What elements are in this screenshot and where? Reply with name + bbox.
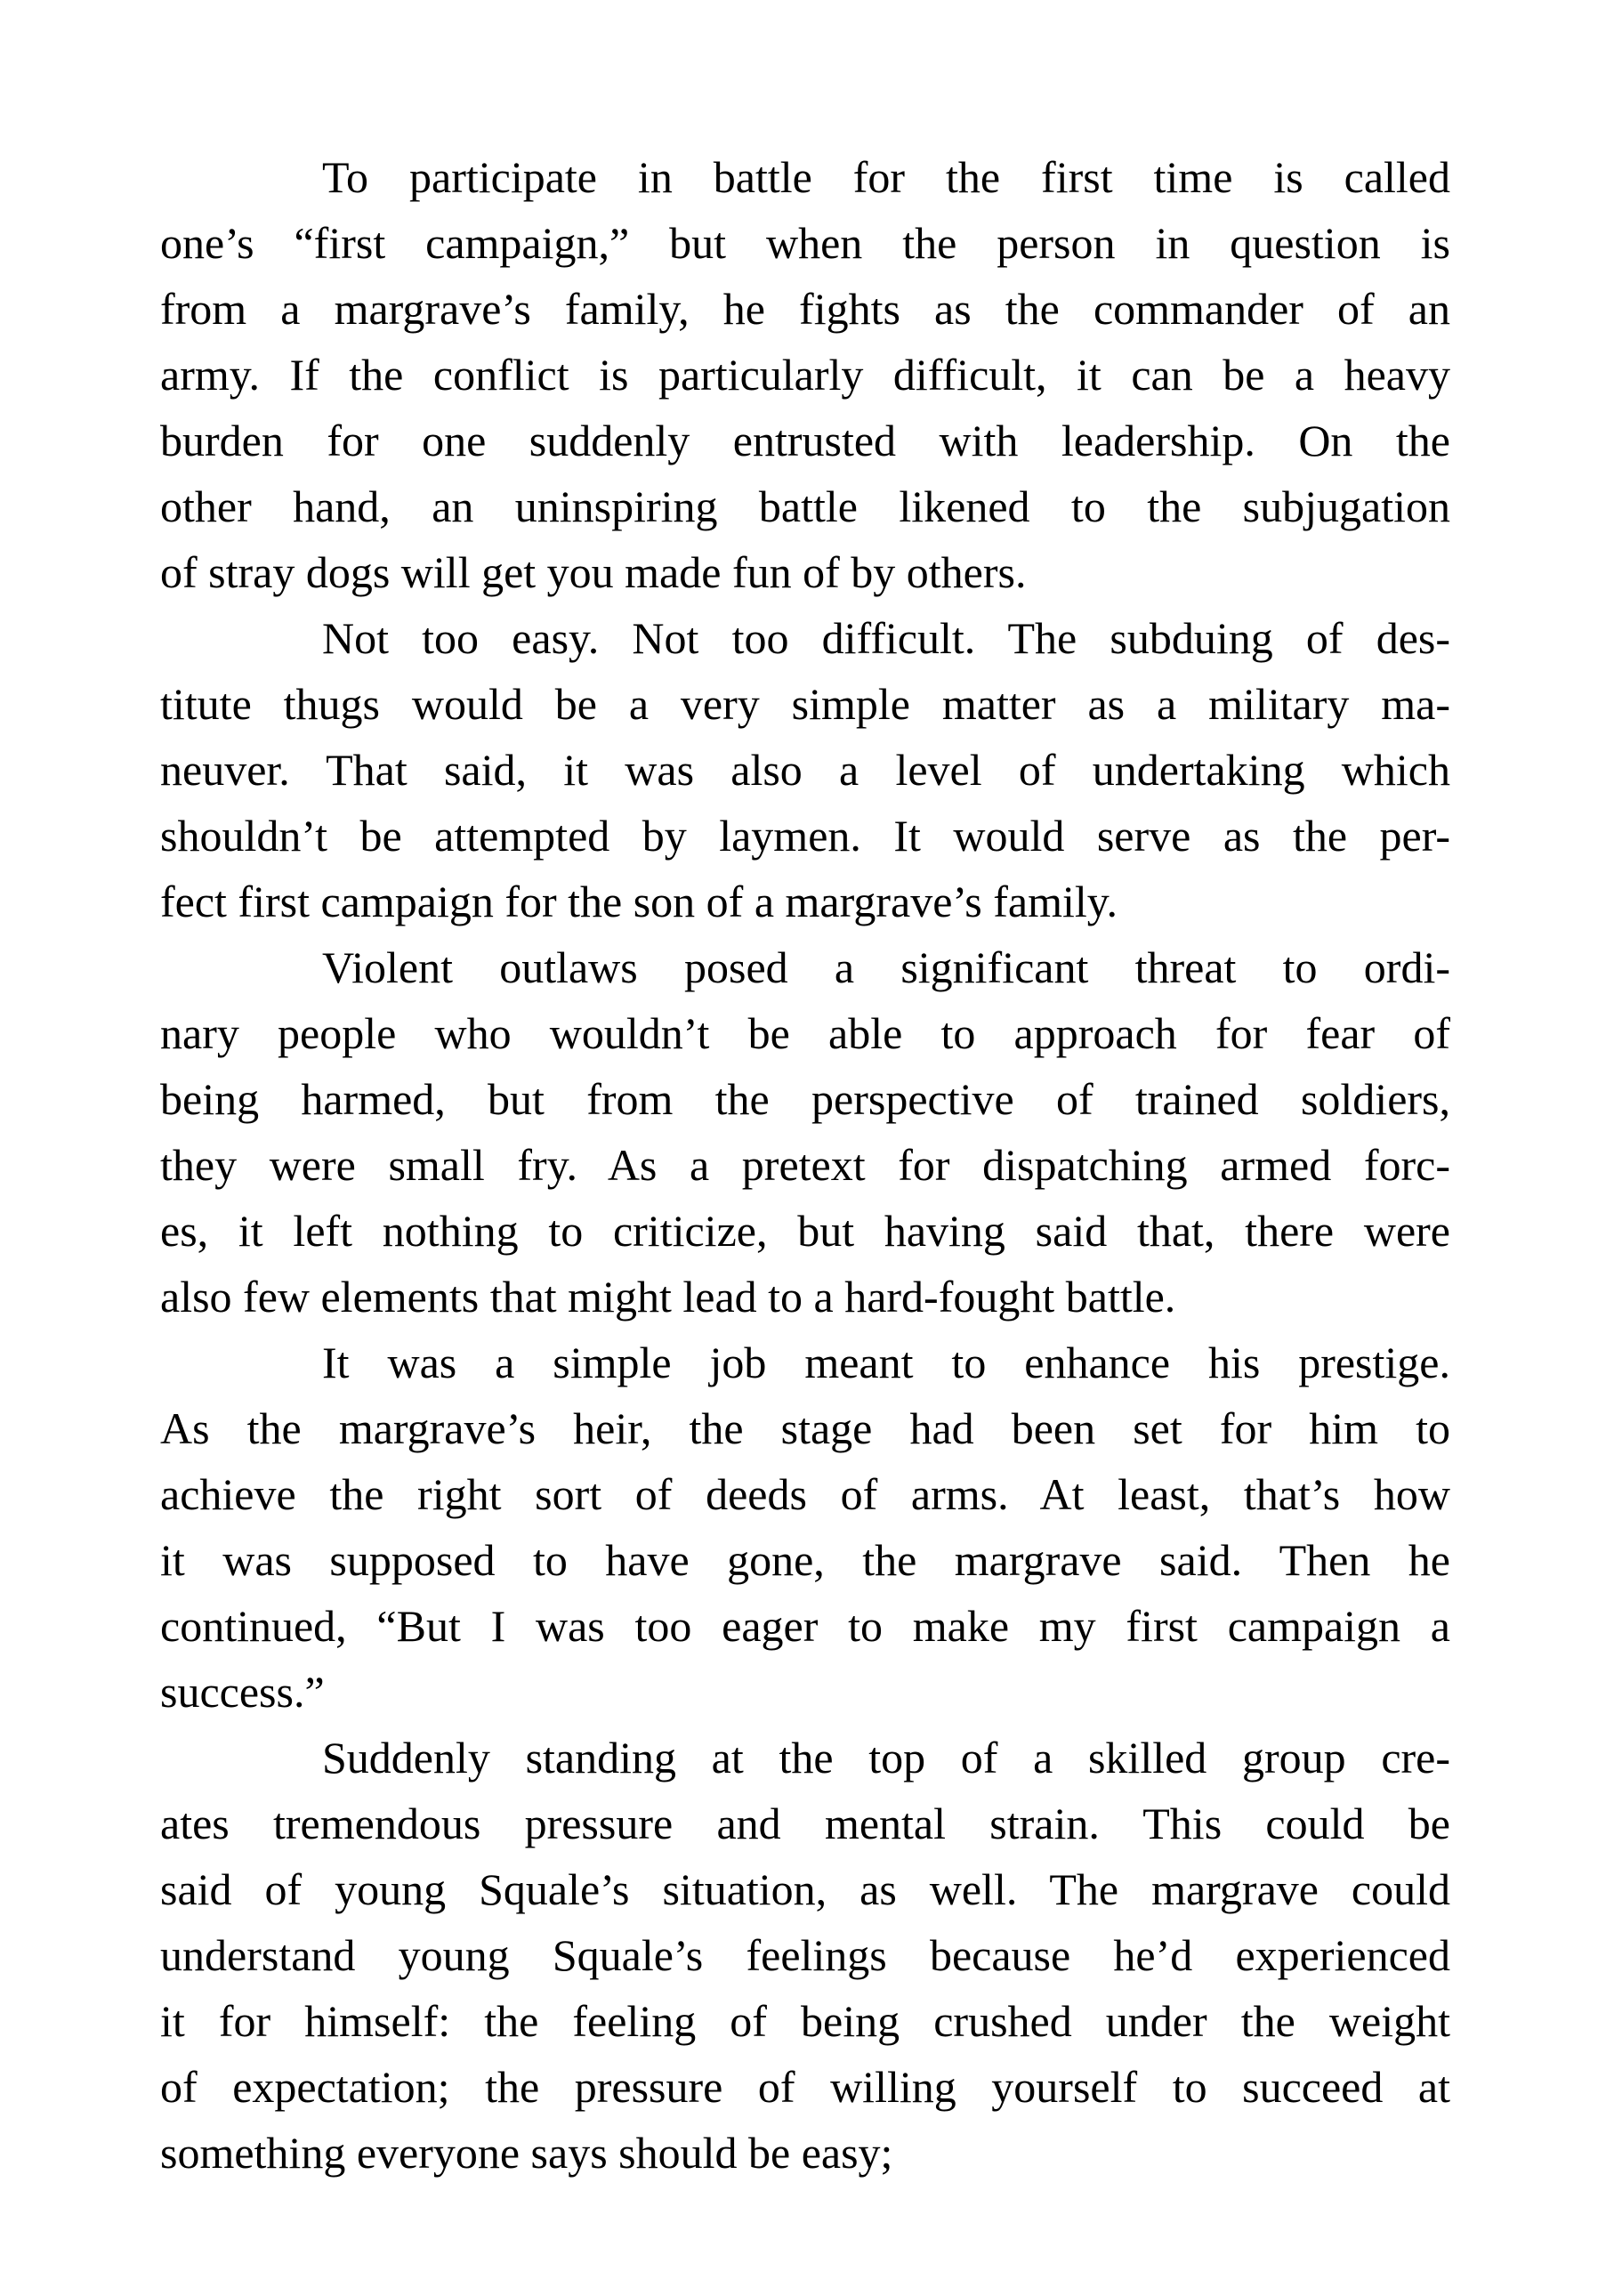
paragraph <box>160 1725 1450 2186</box>
paragraph <box>160 605 1450 934</box>
text-line: It was a simple job meant to enhance his prestige. <box>322 1338 1450 1387</box>
text-line: of expectation; the pressure of willing yourself to succeed at <box>160 2062 1450 2112</box>
text-line: from a margrave’s family, he fights as the commander of an <box>160 284 1450 334</box>
text-line: achieve the right sort of deeds of arms. At least, that’s how <box>160 1469 1450 1519</box>
text-line: nary people who wouldn’t be able to approach for fear of <box>160 1008 1450 1058</box>
paragraph <box>160 934 1450 1330</box>
text-line: said of young Squale’s situation, as well. The margrave could <box>160 1864 1450 1914</box>
text-line: continued, “But I was too eager to make my first campaign a <box>160 1601 1450 1651</box>
text-line: To participate in battle for the first time is called <box>322 152 1450 202</box>
text-line: understand young Squale’s feelings because he’d experienced <box>160 1930 1450 1980</box>
text-line: also few elements that might lead to a hard-fought battle. <box>160 1272 1176 1322</box>
text-line: army. If the conflict is particularly difficult, it can be a heavy <box>160 350 1450 400</box>
text-line: shouldn’t be attempted by laymen. It would serve as the per- <box>160 811 1450 861</box>
text-line: Violent outlaws posed a significant threat to ordi- <box>322 942 1450 992</box>
text-line: they were small fry. As a pretext for dispatching armed forc- <box>160 1140 1450 1190</box>
text-line: es, it left nothing to criticize, but having said that, there were <box>160 1206 1450 1256</box>
paragraph <box>160 1330 1450 1725</box>
text-line: ates tremendous pressure and mental strain. This could be <box>160 1799 1450 1848</box>
text-block <box>160 144 1450 2186</box>
paragraph <box>160 144 1450 605</box>
text-line: something everyone says should be easy; <box>160 2128 893 2178</box>
text-line: of stray dogs will get you made fun of by others. <box>160 547 1027 597</box>
text-line: Suddenly standing at the top of a skilled group cre- <box>322 1733 1450 1783</box>
text-line: As the margrave’s heir, the stage had been set for him to <box>160 1403 1450 1453</box>
text-line: neuver. That said, it was also a level of undertaking which <box>160 745 1450 795</box>
text-line: fect first campaign for the son of a margrave’s family. <box>160 877 1118 926</box>
text-line: one’s “first campaign,” but when the person in question is <box>160 218 1450 268</box>
text-line: being harmed, but from the perspective of trained soldiers, <box>160 1074 1450 1124</box>
text-line: it for himself: the feeling of being crushed under the weight <box>160 1996 1450 2046</box>
text-line: other hand, an uninspiring battle likened to the subjugation <box>160 481 1450 531</box>
text-line: burden for one suddenly entrusted with leadership. On the <box>160 416 1450 465</box>
text-line: Not too easy. Not too difficult. The subduing of des- <box>322 613 1450 663</box>
text-line: success.” <box>160 1667 325 1717</box>
text-line: titute thugs would be a very simple matter as a military ma- <box>160 679 1450 729</box>
text-line: it was supposed to have gone, the margrave said. Then he <box>160 1535 1450 1585</box>
